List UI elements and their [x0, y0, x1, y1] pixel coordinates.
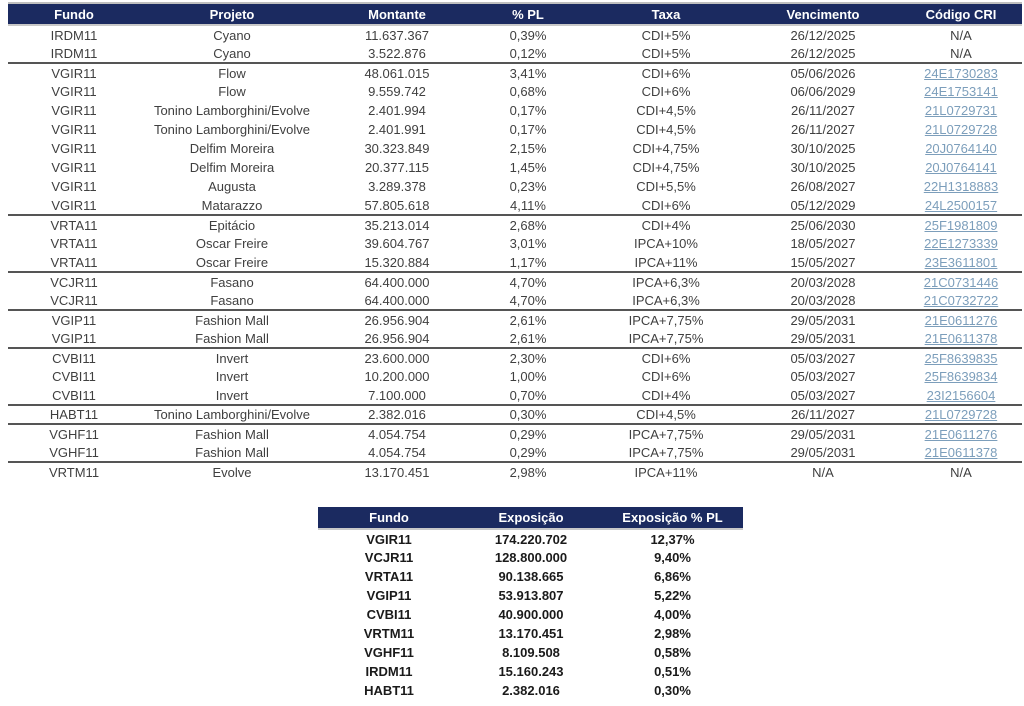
- cell-montante: 7.100.000: [324, 386, 470, 405]
- cell-taxa: CDI+5,5%: [636, 179, 696, 194]
- cell-projeto: Flow: [218, 84, 246, 99]
- cell-pl: 0,30%: [470, 405, 586, 424]
- cell-cri: [900, 310, 1022, 329]
- cell-taxa: CDI+5%: [641, 27, 691, 43]
- cell-fundo: VGIP11: [366, 588, 412, 603]
- cell-vencimento: 26/08/2027: [790, 179, 856, 194]
- cell-vencimento: 26/12/2025: [746, 44, 900, 63]
- cell-exposicao: 53.913.807: [498, 588, 564, 603]
- cell-cri: [900, 63, 1022, 82]
- cell-montante: 4.054.754: [324, 443, 470, 462]
- cell-pl: 1,00%: [509, 369, 547, 384]
- column-header: Vencimento: [746, 3, 900, 25]
- cell-projeto: Fashion Mall: [140, 443, 324, 462]
- cell-taxa: CDI+4,75%: [632, 160, 700, 175]
- cell-fundo: VCJR11: [8, 291, 140, 310]
- cell-fundo: VGIR11: [51, 141, 97, 156]
- cell-fundo: VGIR11: [366, 531, 412, 547]
- cell-exposicao: 90.138.665: [498, 569, 564, 584]
- cri-code-link[interactable]: 21E0611378: [924, 444, 998, 460]
- cell-vencimento: 20/03/2028: [746, 291, 900, 310]
- cell-exposicao: 13.170.451: [498, 626, 564, 641]
- table-row: [8, 234, 1022, 253]
- cell-taxa: IPCA+11%: [586, 253, 746, 272]
- cell-projeto: Fasano: [140, 291, 324, 310]
- cell-vencimento: 25/06/2030: [790, 217, 856, 233]
- cell-fundo: VRTM11: [363, 626, 415, 641]
- cell-vencimento: 26/11/2027: [790, 103, 856, 118]
- cell-exposicao: 15.160.243: [498, 664, 564, 679]
- cell-taxa: CDI+4%: [586, 386, 746, 405]
- cell-vencimento: 30/10/2025: [790, 141, 856, 156]
- cell-vencimento: 26/12/2025: [790, 27, 856, 43]
- cell-cri: [900, 291, 1022, 310]
- table-row: [8, 329, 1022, 348]
- cell-vencimento: 05/12/2029: [746, 196, 900, 215]
- table-row: [318, 605, 743, 624]
- table-row: [8, 101, 1022, 120]
- cell-pl: 0,17%: [509, 122, 547, 137]
- cell-cri: [900, 101, 1022, 120]
- cell-pl: 2,30%: [509, 350, 547, 366]
- cri-code-link[interactable]: 21L0729728: [924, 407, 998, 422]
- cell-montante: 39.604.767: [364, 236, 430, 251]
- table-row: [8, 82, 1022, 101]
- column-header: Montante: [324, 3, 470, 25]
- table-row: [8, 158, 1022, 177]
- cell-taxa: IPCA+6,3%: [586, 291, 746, 310]
- cell-projeto: Epitácio: [208, 217, 256, 233]
- cell-pl: 2,61%: [509, 312, 547, 328]
- cell-vencimento: 30/10/2025: [790, 160, 856, 175]
- cell-fundo: HABT11: [8, 405, 140, 424]
- cell-cri: [900, 443, 1022, 462]
- cell-vencimento: 26/11/2027: [790, 122, 856, 137]
- cell-vencimento: 15/05/2027: [746, 253, 900, 272]
- cell-montante: 26.956.904: [364, 312, 430, 328]
- cell-pl: 2,98%: [654, 626, 691, 641]
- cell-projeto: Oscar Freire: [140, 253, 324, 272]
- cell-pl: 0,29%: [509, 426, 547, 442]
- cri-code-link[interactable]: 21E0611276: [924, 426, 998, 442]
- cell-fundo: VCJR11: [364, 550, 414, 565]
- cell-fundo: VGIR11: [51, 65, 97, 81]
- cell-cri: [900, 82, 1022, 101]
- cell-pl: 9,40%: [654, 550, 691, 565]
- cell-montante: 4.054.754: [368, 426, 426, 442]
- column-header: Exposição % PL: [602, 507, 743, 529]
- cell-fundo: CVBI11: [52, 369, 96, 384]
- table-row: [8, 44, 1022, 63]
- cell-cri: [900, 120, 1022, 139]
- cell-montante: 20.377.115: [364, 160, 430, 175]
- column-header: Exposição: [460, 507, 602, 529]
- table-row: [8, 424, 1022, 443]
- cell-montante: 13.170.451: [364, 464, 430, 480]
- cell-pl: 12,37%: [650, 531, 695, 547]
- cell-montante: 23.600.000: [364, 350, 430, 366]
- cell-cri: [900, 139, 1022, 158]
- cell-pl: 4,70%: [509, 274, 547, 290]
- cell-vencimento: 05/06/2026: [790, 65, 856, 81]
- table-row: [8, 291, 1022, 310]
- cell-cri: [900, 253, 1022, 272]
- cell-cri: [900, 367, 1022, 386]
- cell-fundo: IRDM11: [365, 664, 413, 679]
- summary-table-body: [318, 529, 743, 700]
- cell-montante: 30.323.849: [364, 141, 430, 156]
- cri-code-link[interactable]: 24L2500157: [924, 197, 998, 213]
- cell-cri: [900, 196, 1022, 215]
- cell-projeto: Invert: [140, 386, 324, 405]
- cell-fundo: VGHF11: [364, 645, 414, 660]
- cell-projeto: Fashion Mall: [195, 312, 269, 328]
- cell-montante: 64.400.000: [324, 291, 470, 310]
- table-row: [8, 367, 1022, 386]
- cell-vencimento: 05/03/2027: [746, 386, 900, 405]
- cell-vencimento: 29/05/2031: [746, 443, 900, 462]
- cell-fundo: VGIR11: [51, 84, 97, 99]
- cell-cri: N/A: [900, 44, 1022, 63]
- cell-fundo: HABT11: [364, 683, 414, 698]
- cell-cri: [900, 405, 1022, 424]
- cell-pl: 2,68%: [509, 217, 547, 233]
- cell-projeto: Fasano: [210, 274, 254, 290]
- column-header: Taxa: [586, 3, 746, 25]
- column-header: % PL: [470, 3, 586, 25]
- cell-fundo: VGIR11: [8, 196, 140, 215]
- cri-code-link[interactable]: 24E1730283: [924, 65, 998, 81]
- cell-taxa: IPCA+7,75%: [628, 426, 704, 442]
- table-row: [318, 662, 743, 681]
- cell-projeto: Fashion Mall: [195, 426, 269, 442]
- cell-projeto: Tonino Lamborghini/Evolve: [153, 103, 311, 118]
- cell-cri: [900, 158, 1022, 177]
- cell-pl: 3,01%: [509, 236, 547, 251]
- cell-pl: 3,41%: [509, 65, 547, 81]
- table-row: [8, 63, 1022, 82]
- cell-taxa: CDI+4,5%: [586, 405, 746, 424]
- cell-montante: 57.805.618: [324, 196, 470, 215]
- cell-pl: 0,17%: [509, 103, 547, 118]
- cell-cri: [900, 424, 1022, 443]
- table-row: [318, 529, 743, 548]
- cell-fundo: VGIR11: [51, 160, 97, 175]
- cell-vencimento: 05/03/2027: [790, 350, 856, 366]
- cell-projeto: Cyano: [213, 27, 251, 43]
- cell-montante: 9.559.742: [368, 84, 426, 99]
- cell-pl: 0,23%: [509, 179, 547, 194]
- table-row: [8, 215, 1022, 234]
- cell-vencimento: 26/11/2027: [746, 405, 900, 424]
- cell-projeto: Tonino Lamborghini/Evolve: [140, 405, 324, 424]
- table-row: [8, 196, 1022, 215]
- cri-table-header: [8, 3, 1022, 25]
- cri-code-link[interactable]: 21C0732722: [923, 292, 999, 308]
- cell-projeto: Tonino Lamborghini/Evolve: [153, 122, 311, 137]
- cell-pl: 0,29%: [470, 443, 586, 462]
- column-header: Fundo: [8, 3, 140, 25]
- cell-taxa: IPCA+10%: [634, 236, 698, 251]
- cell-fundo: VGHF11: [49, 426, 99, 442]
- cri-code-link[interactable]: 24E1753141: [924, 84, 998, 99]
- cell-pl: 0,51%: [654, 664, 691, 679]
- cell-projeto: Invert: [215, 369, 249, 384]
- cell-montante: 10.200.000: [364, 369, 430, 384]
- cell-fundo: IRDM11: [50, 27, 98, 43]
- cell-pl: 2,15%: [509, 141, 547, 156]
- cell-projeto: Invert: [215, 350, 249, 366]
- cell-taxa: IPCA+6,3%: [632, 274, 700, 290]
- cell-projeto: Matarazzo: [140, 196, 324, 215]
- cell-vencimento: N/A: [812, 464, 834, 480]
- cri-code-link[interactable]: 20J0764140: [925, 141, 997, 156]
- cri-code-link[interactable]: 20J0764141: [925, 160, 997, 175]
- cell-exposicao: 40.900.000: [498, 607, 564, 622]
- cell-pl: 0,58%: [654, 645, 691, 660]
- cell-taxa: CDI+6%: [641, 369, 691, 384]
- cri-code-link[interactable]: 25F1981809: [924, 217, 998, 233]
- cell-taxa: CDI+4%: [641, 217, 691, 233]
- column-header: Fundo: [318, 507, 460, 529]
- cell-taxa: CDI+6%: [641, 84, 691, 99]
- cell-fundo: IRDM11: [8, 44, 140, 63]
- cell-pl: 0,70%: [470, 386, 586, 405]
- table-row: [8, 120, 1022, 139]
- cell-fundo: CVBI11: [52, 350, 96, 366]
- cell-fundo: VGIP11: [8, 329, 140, 348]
- cell-projeto: Delfim Moreira: [189, 141, 275, 156]
- cell-vencimento: 05/03/2027: [790, 369, 856, 384]
- cell-exposicao: 174.220.702: [494, 531, 568, 547]
- column-header: Código CRI: [900, 3, 1022, 25]
- table-row: [8, 253, 1022, 272]
- cell-exposicao: 2.382.016: [502, 683, 560, 698]
- cri-code-link[interactable]: 23I2156604: [926, 387, 996, 403]
- table-row: [8, 462, 1022, 481]
- cell-taxa: IPCA+7,75%: [586, 443, 746, 462]
- cell-vencimento: 29/05/2031: [790, 312, 856, 328]
- table-row: [8, 310, 1022, 329]
- cell-pl: 0,12%: [470, 44, 586, 63]
- cell-cri: N/A: [950, 464, 972, 480]
- cri-code-link[interactable]: 21C0731446: [923, 274, 999, 290]
- header-row: [318, 507, 743, 529]
- cell-taxa: CDI+5%: [586, 44, 746, 63]
- table-row: [8, 348, 1022, 367]
- cell-montante: 64.400.000: [364, 274, 430, 290]
- cell-fundo: VGIR11: [51, 103, 97, 118]
- cri-code-link[interactable]: 23E3611801: [924, 254, 998, 270]
- cri-code-link[interactable]: 21E0611276: [924, 312, 998, 328]
- cell-fundo: VGIR11: [51, 179, 97, 194]
- table-row: [8, 405, 1022, 424]
- summary-table-header: [318, 507, 743, 529]
- cell-montante: 2.401.991: [368, 122, 426, 137]
- cell-cri: [900, 272, 1022, 291]
- cell-cri: [900, 329, 1022, 348]
- header-row: [8, 3, 1022, 25]
- table-row: [8, 177, 1022, 196]
- cell-montante: 3.289.378: [368, 179, 426, 194]
- cell-projeto: Evolve: [212, 464, 252, 480]
- table-row: [318, 681, 743, 700]
- cell-exposicao: 128.800.000: [494, 550, 568, 565]
- cell-pl: 0,30%: [654, 683, 691, 698]
- cell-taxa: CDI+4,75%: [632, 141, 700, 156]
- cell-taxa: IPCA+7,75%: [586, 329, 746, 348]
- cell-pl: 4,11%: [470, 196, 586, 215]
- cri-positions-table: [8, 2, 1022, 481]
- cell-montante: 35.213.014: [364, 217, 430, 233]
- cell-taxa: CDI+6%: [641, 350, 691, 366]
- cri-code-link[interactable]: 25F8639834: [924, 369, 998, 384]
- cell-pl: 2,98%: [509, 464, 547, 480]
- cell-montante: 2.382.016: [324, 405, 470, 424]
- cell-taxa: CDI+6%: [641, 65, 691, 81]
- cell-fundo: VRTM11: [48, 464, 100, 480]
- cri-code-link[interactable]: 22H1318883: [923, 179, 999, 194]
- cell-taxa: IPCA+11%: [634, 464, 698, 480]
- table-row: [318, 624, 743, 643]
- table-row: [8, 443, 1022, 462]
- cell-montante: 3.522.876: [324, 44, 470, 63]
- table-row: [318, 586, 743, 605]
- cell-cri: [900, 215, 1022, 234]
- cell-projeto: Augusta: [208, 179, 256, 194]
- cell-montante: 11.637.367: [364, 27, 430, 43]
- cell-fundo: VRTA11: [50, 217, 98, 233]
- cri-table-body: [8, 25, 1022, 481]
- cell-fundo: VGHF11: [8, 443, 140, 462]
- table-row: [8, 25, 1022, 44]
- cell-taxa: CDI+6%: [586, 196, 746, 215]
- cell-cri: [900, 234, 1022, 253]
- table-row: [8, 139, 1022, 158]
- cell-vencimento: 29/05/2031: [746, 329, 900, 348]
- cell-cri: [900, 348, 1022, 367]
- cell-fundo: VRTA11: [8, 253, 140, 272]
- cell-pl: 1,45%: [509, 160, 547, 175]
- cell-vencimento: 20/03/2028: [790, 274, 856, 290]
- cell-taxa: CDI+4,5%: [636, 122, 696, 137]
- cell-exposicao: 8.109.508: [502, 645, 560, 660]
- cell-pl: 5,22%: [654, 588, 691, 603]
- cell-fundo: CVBI11: [8, 386, 140, 405]
- cell-vencimento: 18/05/2027: [790, 236, 856, 251]
- cell-pl: 1,17%: [470, 253, 586, 272]
- cell-pl: 4,70%: [470, 291, 586, 310]
- cell-pl: 0,39%: [509, 27, 547, 43]
- cri-code-link[interactable]: 25F8639835: [924, 350, 998, 366]
- cell-montante: 48.061.015: [364, 65, 430, 81]
- table-row: [318, 643, 743, 662]
- cri-code-link[interactable]: 21L0729731: [924, 103, 998, 118]
- cri-code-link[interactable]: 21L0729728: [924, 122, 998, 137]
- exposure-summary-table: [318, 507, 743, 700]
- cell-montante: 26.956.904: [324, 329, 470, 348]
- cell-projeto: Fashion Mall: [140, 329, 324, 348]
- cell-vencimento: 06/06/2029: [790, 84, 856, 99]
- cell-projeto: Cyano: [140, 44, 324, 63]
- cell-fundo: VGIP11: [51, 312, 97, 328]
- table-row: [8, 272, 1022, 291]
- cell-taxa: IPCA+7,75%: [628, 312, 704, 328]
- cell-fundo: VCJR11: [50, 274, 98, 290]
- cri-code-link[interactable]: 21E0611378: [924, 330, 998, 346]
- cell-pl: 4,00%: [654, 607, 691, 622]
- table-row: [8, 386, 1022, 405]
- table-row: [318, 548, 743, 567]
- cell-fundo: CVBI11: [366, 607, 412, 622]
- cell-pl: 6,86%: [654, 569, 691, 584]
- cell-cri: [900, 386, 1022, 405]
- column-header: Projeto: [140, 3, 324, 25]
- cell-vencimento: 29/05/2031: [790, 426, 856, 442]
- cell-projeto: Delfim Moreira: [189, 160, 275, 175]
- cell-pl: 0,68%: [509, 84, 547, 99]
- cell-fundo: VRTA11: [50, 236, 98, 251]
- cell-fundo: VRTA11: [364, 569, 414, 584]
- cell-projeto: Flow: [218, 65, 246, 81]
- cell-montante: 2.401.994: [368, 103, 426, 118]
- cell-cri: N/A: [950, 27, 972, 43]
- cell-projeto: Oscar Freire: [195, 236, 269, 251]
- cell-cri: [900, 177, 1022, 196]
- cell-taxa: CDI+4,5%: [636, 103, 696, 118]
- cell-montante: 15.320.884: [324, 253, 470, 272]
- cell-pl: 2,61%: [470, 329, 586, 348]
- table-row: [318, 567, 743, 586]
- cell-fundo: VGIR11: [51, 122, 97, 137]
- cri-code-link[interactable]: 22E1273339: [924, 236, 998, 251]
